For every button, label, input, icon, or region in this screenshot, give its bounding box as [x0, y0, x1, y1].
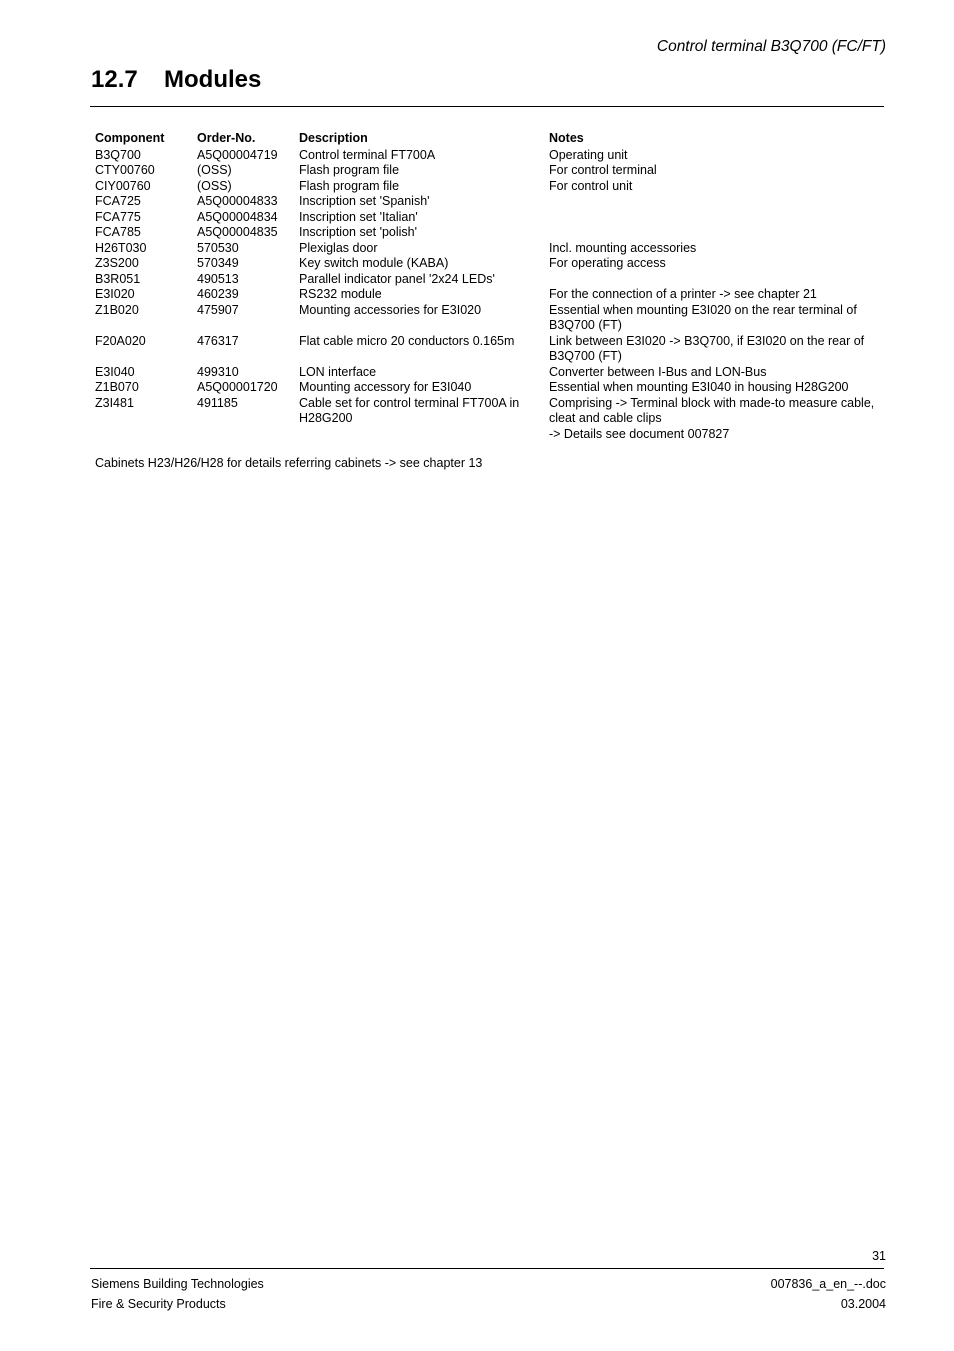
cell-notes: [547, 225, 881, 241]
cell-order-no: 490513: [197, 271, 239, 286]
cell-notes: [547, 148, 881, 164]
note-line: For control unit: [549, 178, 633, 193]
note-line: Essential when mounting E3I020 on the rear terminal of B3Q700 (FT): [549, 302, 857, 332]
cell-order-no: 460239: [197, 287, 239, 301]
footer-divider: [90, 1268, 884, 1269]
cell-order-no: (OSS): [197, 178, 232, 193]
cell-description: Flat cable micro 20 conductors 0.165m: [299, 333, 515, 348]
cell-component: Z1B070: [95, 380, 139, 394]
cell-component: CIY00760: [95, 178, 151, 193]
cell-description: LON interface: [299, 364, 377, 379]
column-header-component: Component: [95, 131, 165, 145]
cell-notes: [547, 210, 881, 226]
cell-component: F20A020: [95, 333, 146, 348]
cell-component: FCA785: [95, 225, 141, 239]
cell-order-no: A5Q00004719: [197, 147, 278, 162]
column-header-notes: Notes: [549, 131, 584, 145]
cabinets-note: Cabinets H23/H26/H28 for details referring cabinets -> see chapter 13: [95, 456, 483, 470]
cell-description: Mounting accessories for E3I020: [299, 302, 482, 317]
table-row: [93, 163, 881, 179]
cell-component: FCA775: [95, 209, 141, 224]
cell-notes: [547, 334, 881, 365]
cell-component: Z3I481: [95, 395, 134, 410]
footer-left: [91, 1274, 264, 1314]
footer-date: 03.2004: [840, 1297, 886, 1311]
note-line: For control terminal: [549, 163, 657, 177]
cell-component: B3Q700: [95, 147, 141, 162]
cell-order-no: 491185: [197, 395, 238, 410]
cell-order-no: A5Q00004834: [197, 209, 278, 224]
note-line: -> Details see document 007827: [549, 426, 730, 441]
table-row: [93, 334, 881, 365]
cell-order-no: 476317: [197, 333, 239, 348]
cell-notes: [547, 380, 881, 396]
table-row: [93, 272, 881, 288]
table-row: [93, 210, 881, 226]
cell-description: Cable set for control terminal FT700A in H28G200: [299, 395, 520, 425]
cell-order-no: 499310: [197, 364, 239, 379]
note-line: For the connection of a printer -> see chapter 21: [549, 287, 817, 301]
cell-description: RS232 module: [299, 287, 382, 301]
cell-description: Flash program file: [299, 178, 400, 193]
table-row: [93, 148, 881, 164]
header-divider: [90, 106, 884, 107]
cell-order-no: (OSS): [197, 163, 232, 177]
table-row: [93, 365, 881, 381]
note-line: Comprising -> Terminal block with made-to measure cable, cleat and cable clips: [549, 395, 875, 425]
section-heading: [91, 66, 261, 94]
footer-right: [771, 1274, 886, 1314]
table-row: [93, 396, 881, 443]
note-line: Operating unit: [549, 147, 628, 162]
cell-component: Z3S200: [95, 256, 139, 270]
table-row: [93, 225, 881, 241]
footer-company: Siemens Building Technologies: [91, 1277, 264, 1291]
cell-component: B3R051: [95, 271, 141, 286]
footer-document: 007836_a_en_--.doc: [770, 1277, 886, 1291]
cell-order-no: 475907: [197, 302, 239, 317]
cell-notes: [547, 303, 881, 334]
cell-component: H26T030: [95, 240, 147, 255]
cell-description: Plexiglas door: [299, 240, 378, 255]
cell-order-no: 570349: [197, 256, 239, 270]
cell-notes: [547, 256, 881, 272]
column-header-order-no: Order-No.: [197, 131, 256, 145]
cell-notes: [547, 163, 881, 179]
note-line: Link between E3I020 -> B3Q700, if E3I020 on the rear of B3Q700 (FT): [549, 333, 865, 363]
cell-notes: [547, 365, 881, 381]
modules-table: [93, 131, 881, 442]
cell-component: E3I040: [95, 364, 135, 379]
note-line: Incl. mounting accessories: [549, 240, 697, 255]
section-number: 12.7: [91, 66, 138, 93]
cell-notes: [547, 287, 881, 303]
cell-description: Key switch module (KABA): [299, 256, 449, 270]
page-number: 31: [872, 1249, 886, 1263]
cell-description: Inscription set 'polish': [299, 225, 418, 239]
cell-description: Flash program file: [299, 163, 400, 177]
cell-description: Control terminal FT700A: [299, 147, 436, 162]
table-row: [93, 194, 881, 210]
footer-division: Fire & Security Products: [91, 1297, 226, 1311]
cell-component: E3I020: [95, 287, 135, 301]
section-title: Modules: [164, 66, 262, 93]
cell-order-no: 570530: [197, 240, 239, 255]
cell-description: Inscription set 'Spanish': [299, 194, 430, 208]
cell-component: FCA725: [95, 194, 141, 208]
cell-order-no: A5Q00004835: [197, 225, 278, 239]
column-header-description: Description: [299, 131, 368, 145]
cell-description: Inscription set 'Italian': [299, 209, 418, 224]
cell-notes: [547, 241, 881, 257]
note-line: Essential when mounting E3I040 in housing H28G200: [549, 380, 849, 394]
table-row: [93, 287, 881, 303]
table-row: [93, 303, 881, 334]
table-row: [93, 179, 881, 195]
cell-notes: [547, 396, 881, 443]
cell-component: CTY00760: [95, 163, 155, 177]
table-row: [93, 241, 881, 257]
cell-notes: [547, 194, 881, 210]
cell-notes: [547, 272, 881, 288]
running-header: Control terminal B3Q700 (FC/FT): [656, 38, 886, 55]
cell-description: Parallel indicator panel '2x24 LEDs': [299, 271, 495, 286]
cell-order-no: A5Q00001720: [197, 380, 278, 394]
cell-component: Z1B020: [95, 302, 139, 317]
table-header-row: [93, 131, 881, 148]
table-row: [93, 256, 881, 272]
table-body: [93, 148, 881, 443]
cell-description: Mounting accessory for E3I040: [299, 380, 472, 394]
table-row: [93, 380, 881, 396]
note-line: Converter between I-Bus and LON-Bus: [549, 364, 767, 379]
cell-order-no: A5Q00004833: [197, 194, 278, 208]
cell-notes: [547, 179, 881, 195]
note-line: For operating access: [549, 256, 666, 270]
